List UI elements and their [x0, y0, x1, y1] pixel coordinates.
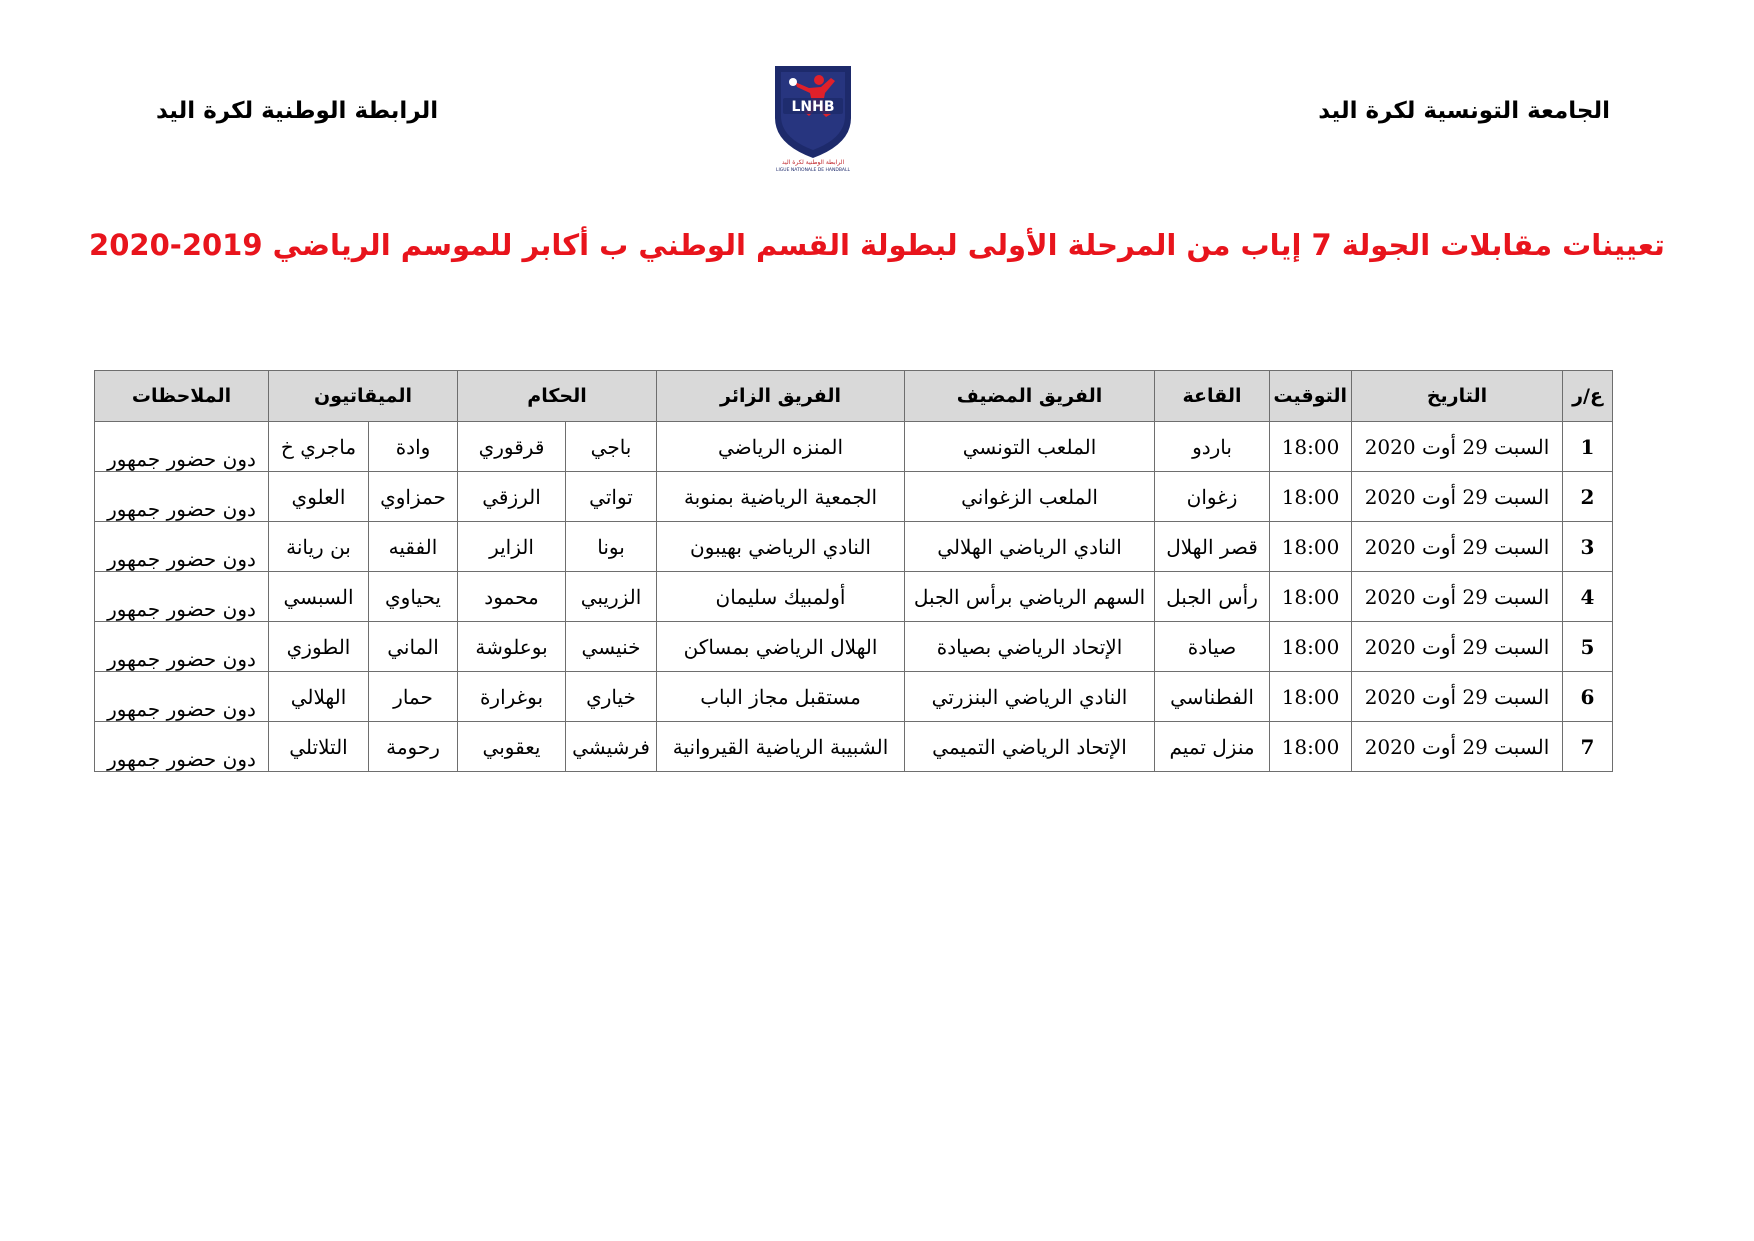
match-date: السبت 29 أوت 2020	[1352, 672, 1563, 722]
schedule-table	[94, 370, 1613, 772]
away-team: الهلال الرياضي بمساكن	[657, 622, 905, 672]
match-note: دون حضور جمهور	[95, 672, 269, 722]
match-hall: زغوان	[1155, 472, 1270, 522]
match-time: 18:00	[1270, 472, 1352, 522]
match-note: دون حضور جمهور	[95, 722, 269, 772]
timekeeper-1: الماني	[369, 622, 458, 672]
match-note: دون حضور جمهور	[95, 572, 269, 622]
referee-1: بونا	[566, 522, 657, 572]
away-team: الجمعية الرياضية بمنوبة	[657, 472, 905, 522]
match-date: السبت 29 أوت 2020	[1352, 722, 1563, 772]
match-note: دون حضور جمهور	[95, 622, 269, 672]
home-team: الإتحاد الرياضي بصيادة	[905, 622, 1155, 672]
referee-1: باجي	[566, 422, 657, 472]
match-number: 6	[1563, 672, 1613, 722]
timekeeper-2: بن ريانة	[269, 522, 369, 572]
match-hall: صيادة	[1155, 622, 1270, 672]
match-number: 3	[1563, 522, 1613, 572]
header-away-team: الفريق الزائر	[657, 371, 905, 422]
referee-2: محمود	[458, 572, 566, 622]
ball-icon	[789, 78, 797, 86]
referee-2: يعقوبي	[458, 722, 566, 772]
header-date: التاريخ	[1352, 371, 1563, 422]
referee-2: بوغرارة	[458, 672, 566, 722]
referee-2: قرقوري	[458, 422, 566, 472]
match-date: السبت 29 أوت 2020	[1352, 472, 1563, 522]
header-hall: القاعة	[1155, 371, 1270, 422]
header-notes: الملاحظات	[95, 371, 269, 422]
away-team: مستقبل مجاز الباب	[657, 672, 905, 722]
timekeeper-2: السبسي	[269, 572, 369, 622]
logo-subtext: الرابطة الوطنية لكرة اليد	[781, 159, 845, 166]
match-note: دون حضور جمهور	[95, 472, 269, 522]
home-team: الملعب التونسي	[905, 422, 1155, 472]
table-header-row	[95, 371, 1613, 422]
table-row	[95, 472, 1613, 522]
match-note: دون حضور جمهور	[95, 422, 269, 472]
match-number: 7	[1563, 722, 1613, 772]
header-time: التوقيت	[1270, 371, 1352, 422]
lnhb-logo	[765, 60, 861, 172]
table-row	[95, 422, 1613, 472]
referee-1: خياري	[566, 672, 657, 722]
header-num: ع/ر	[1563, 371, 1613, 422]
player-head-icon	[814, 75, 824, 85]
referee-2: بوعلوشة	[458, 622, 566, 672]
home-team: النادي الرياضي البنزرتي	[905, 672, 1155, 722]
timekeeper-1: الفقيه	[369, 522, 458, 572]
timekeeper-2: التلاتلي	[269, 722, 369, 772]
referee-2: الرزقي	[458, 472, 566, 522]
match-time: 18:00	[1270, 722, 1352, 772]
referee-1: خنيسي	[566, 622, 657, 672]
timekeeper-1: يحياوي	[369, 572, 458, 622]
home-team: النادي الرياضي الهلالي	[905, 522, 1155, 572]
match-number: 4	[1563, 572, 1613, 622]
match-time: 18:00	[1270, 672, 1352, 722]
match-hall: باردو	[1155, 422, 1270, 472]
timekeeper-2: العلوي	[269, 472, 369, 522]
referee-2: الزاير	[458, 522, 566, 572]
match-date: السبت 29 أوت 2020	[1352, 522, 1563, 572]
header-home-team: الفريق المضيف	[905, 371, 1155, 422]
match-time: 18:00	[1270, 422, 1352, 472]
home-team: السهم الرياضي برأس الجبل	[905, 572, 1155, 622]
table-row	[95, 672, 1613, 722]
table-row	[95, 722, 1613, 772]
timekeeper-1: حمار	[369, 672, 458, 722]
match-date: السبت 29 أوت 2020	[1352, 422, 1563, 472]
match-number: 2	[1563, 472, 1613, 522]
home-team: الإتحاد الرياضي التميمي	[905, 722, 1155, 772]
timekeeper-1: رحومة	[369, 722, 458, 772]
away-team: أولمبيك سليمان	[657, 572, 905, 622]
header-referees: الحكام	[458, 371, 657, 422]
timekeeper-2: ماجري خ	[269, 422, 369, 472]
away-team: الشبيبة الرياضية القيروانية	[657, 722, 905, 772]
match-note: دون حضور جمهور	[95, 522, 269, 572]
away-team: النادي الرياضي بهيبون	[657, 522, 905, 572]
federation-name: الجامعة التونسية لكرة اليد	[1318, 98, 1610, 124]
header-timekeepers: الميقاتيون	[269, 371, 458, 422]
timekeeper-1: وادة	[369, 422, 458, 472]
referee-1: فرشيشي	[566, 722, 657, 772]
table-row	[95, 622, 1613, 672]
logo-text: LNHB	[791, 99, 835, 115]
match-time: 18:00	[1270, 522, 1352, 572]
match-time: 18:00	[1270, 622, 1352, 672]
referee-1: تواتي	[566, 472, 657, 522]
match-hall: رأس الجبل	[1155, 572, 1270, 622]
timekeeper-2: الطوزي	[269, 622, 369, 672]
table-row	[95, 572, 1613, 622]
referee-1: الزريبي	[566, 572, 657, 622]
match-hall: قصر الهلال	[1155, 522, 1270, 572]
away-team: المنزه الرياضي	[657, 422, 905, 472]
logo-subtext-fr: LIGUE NATIONALE DE HANDBALL	[775, 168, 851, 172]
match-date: السبت 29 أوت 2020	[1352, 572, 1563, 622]
page-title: تعيينات مقابلات الجولة 7 إياب من المرحلة الأولى لبطولة القسم الوطني ب أكابر للموسم الرياضي 2019-2020	[89, 228, 1665, 262]
match-hall: منزل تميم	[1155, 722, 1270, 772]
match-number: 1	[1563, 422, 1613, 472]
match-time: 18:00	[1270, 572, 1352, 622]
league-name: الرابطة الوطنية لكرة اليد	[156, 98, 439, 124]
match-hall: الفطناسي	[1155, 672, 1270, 722]
timekeeper-1: حمزاوي	[369, 472, 458, 522]
match-number: 5	[1563, 622, 1613, 672]
timekeeper-2: الهلالي	[269, 672, 369, 722]
match-date: السبت 29 أوت 2020	[1352, 622, 1563, 672]
home-team: الملعب الزغواني	[905, 472, 1155, 522]
table-row	[95, 522, 1613, 572]
